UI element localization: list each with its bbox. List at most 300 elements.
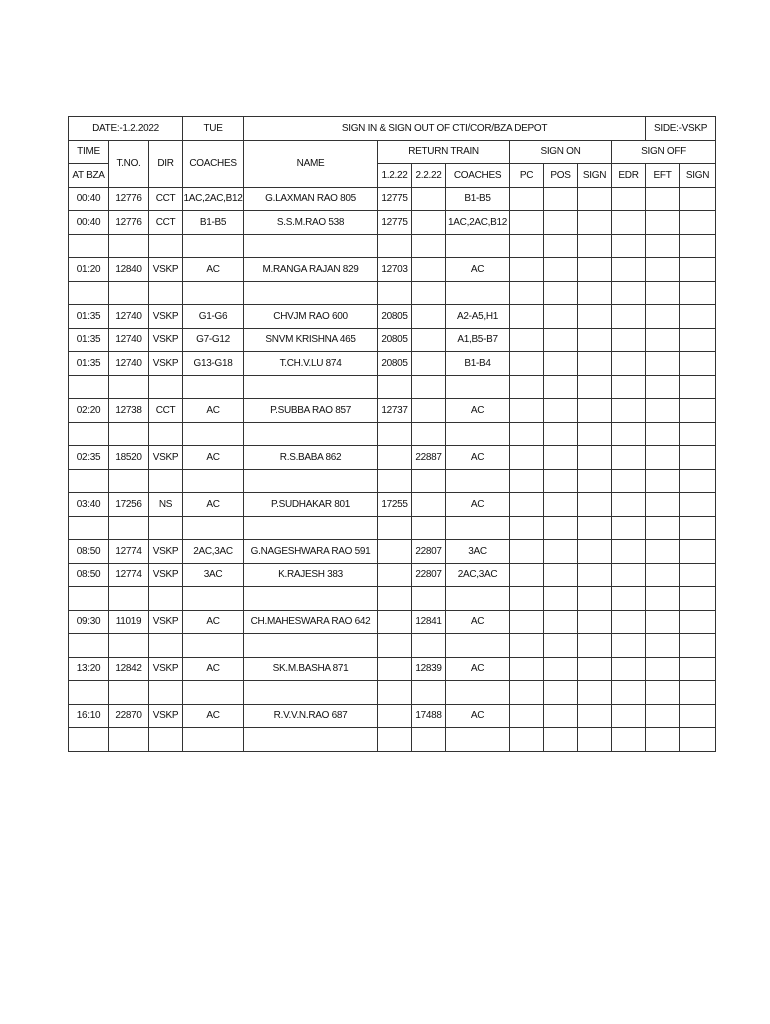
sign-on-sign-cell bbox=[578, 540, 612, 564]
col-tno: T.NO. bbox=[109, 140, 149, 187]
time-cell: 01:35 bbox=[69, 305, 109, 329]
sign-off-sign-cell bbox=[680, 399, 716, 423]
pos-cell bbox=[544, 352, 578, 376]
return-1-2-22-cell bbox=[378, 587, 412, 611]
table-row bbox=[69, 352, 716, 376]
sign-on-sign-cell bbox=[578, 258, 612, 282]
train-no-cell: 12740 bbox=[109, 328, 149, 352]
dir-cell bbox=[149, 681, 183, 705]
name-cell: SK.M.BASHA 871 bbox=[244, 657, 378, 681]
sign-off-sign-cell bbox=[680, 563, 716, 587]
return-1-2-22-cell bbox=[378, 375, 412, 399]
sign-off-sign-cell bbox=[680, 493, 716, 517]
name-cell: CHVJM RAO 600 bbox=[244, 305, 378, 329]
date-cell: DATE:-1.2.2022 bbox=[69, 117, 183, 141]
edr-cell bbox=[612, 610, 646, 634]
sign-off-sign-cell bbox=[680, 422, 716, 446]
coaches-cell: 1AC,2AC,B12 bbox=[183, 187, 244, 211]
edr-cell bbox=[612, 422, 646, 446]
coaches-cell: B1-B5 bbox=[183, 211, 244, 235]
dir-cell: VSKP bbox=[149, 305, 183, 329]
return-2-2-22-cell: 17488 bbox=[412, 704, 446, 728]
sign-off-sign-cell bbox=[680, 469, 716, 493]
return-1-2-22-cell: 20805 bbox=[378, 352, 412, 376]
coaches-cell bbox=[183, 469, 244, 493]
return-1-2-22-cell bbox=[378, 516, 412, 540]
return-coaches-cell bbox=[446, 234, 510, 258]
dir-cell bbox=[149, 634, 183, 658]
eft-cell bbox=[646, 375, 680, 399]
col-dir: DIR bbox=[149, 140, 183, 187]
dir-cell: VSKP bbox=[149, 446, 183, 470]
return-2-2-22-cell bbox=[412, 681, 446, 705]
col-ret-coaches: COACHES bbox=[446, 164, 510, 188]
sign-off-sign-cell bbox=[680, 610, 716, 634]
time-cell: 02:35 bbox=[69, 446, 109, 470]
name-cell bbox=[244, 469, 378, 493]
eft-cell bbox=[646, 422, 680, 446]
sign-on-sign-cell bbox=[578, 704, 612, 728]
return-2-2-22-cell bbox=[412, 634, 446, 658]
dir-cell: VSKP bbox=[149, 657, 183, 681]
train-no-cell: 12776 bbox=[109, 187, 149, 211]
table-row bbox=[69, 187, 716, 211]
pc-cell bbox=[510, 375, 544, 399]
coaches-cell: AC bbox=[183, 657, 244, 681]
eft-cell bbox=[646, 305, 680, 329]
sign-on-sign-cell bbox=[578, 422, 612, 446]
time-cell: 13:20 bbox=[69, 657, 109, 681]
return-1-2-22-cell: 12737 bbox=[378, 399, 412, 423]
table-row bbox=[69, 563, 716, 587]
sign-off-sign-cell bbox=[680, 211, 716, 235]
train-no-cell: 17256 bbox=[109, 493, 149, 517]
pos-cell bbox=[544, 187, 578, 211]
pos-cell bbox=[544, 728, 578, 752]
dir-cell bbox=[149, 375, 183, 399]
sign-on-sign-cell bbox=[578, 634, 612, 658]
sign-off-sign-cell bbox=[680, 258, 716, 282]
dir-cell: CCT bbox=[149, 187, 183, 211]
return-1-2-22-cell: 12775 bbox=[378, 211, 412, 235]
time-cell bbox=[69, 634, 109, 658]
return-coaches-cell: A1,B5-B7 bbox=[446, 328, 510, 352]
name-cell bbox=[244, 375, 378, 399]
col-eft: EFT bbox=[646, 164, 680, 188]
sign-off-sign-cell bbox=[680, 305, 716, 329]
coaches-cell: G13-G18 bbox=[183, 352, 244, 376]
edr-cell bbox=[612, 704, 646, 728]
coaches-cell bbox=[183, 634, 244, 658]
eft-cell bbox=[646, 610, 680, 634]
pos-cell bbox=[544, 258, 578, 282]
return-2-2-22-cell bbox=[412, 493, 446, 517]
sign-off-sign-cell bbox=[680, 234, 716, 258]
table-row bbox=[69, 234, 716, 258]
sign-on-sign-cell bbox=[578, 516, 612, 540]
dir-cell bbox=[149, 422, 183, 446]
name-cell bbox=[244, 728, 378, 752]
dir-cell: VSKP bbox=[149, 610, 183, 634]
sign-on-sign-cell bbox=[578, 587, 612, 611]
sign-on-sign-cell bbox=[578, 469, 612, 493]
table-row bbox=[69, 375, 716, 399]
edr-cell bbox=[612, 587, 646, 611]
name-cell bbox=[244, 422, 378, 446]
edr-cell bbox=[612, 681, 646, 705]
col-ret-date1: 1.2.22 bbox=[378, 164, 412, 188]
side-cell: SIDE:-VSKP bbox=[646, 117, 716, 141]
pos-cell bbox=[544, 375, 578, 399]
pos-cell bbox=[544, 328, 578, 352]
pos-cell bbox=[544, 446, 578, 470]
sign-on-sign-cell bbox=[578, 446, 612, 470]
roster-table bbox=[68, 116, 716, 752]
return-2-2-22-cell bbox=[412, 281, 446, 305]
coaches-cell bbox=[183, 516, 244, 540]
name-cell: P.SUBBA RAO 857 bbox=[244, 399, 378, 423]
time-cell bbox=[69, 375, 109, 399]
edr-cell bbox=[612, 657, 646, 681]
time-cell: 16:10 bbox=[69, 704, 109, 728]
coaches-cell bbox=[183, 587, 244, 611]
train-no-cell bbox=[109, 234, 149, 258]
name-cell bbox=[244, 234, 378, 258]
eft-cell bbox=[646, 469, 680, 493]
col-coaches: COACHES bbox=[183, 140, 244, 187]
pc-cell bbox=[510, 305, 544, 329]
return-2-2-22-cell bbox=[412, 352, 446, 376]
return-1-2-22-cell bbox=[378, 657, 412, 681]
sign-off-sign-cell bbox=[680, 634, 716, 658]
return-2-2-22-cell bbox=[412, 469, 446, 493]
sign-off-sign-cell bbox=[680, 328, 716, 352]
edr-cell bbox=[612, 211, 646, 235]
coaches-cell: AC bbox=[183, 704, 244, 728]
sign-off-sign-cell bbox=[680, 587, 716, 611]
sign-off-sign-cell bbox=[680, 516, 716, 540]
dir-cell: VSKP bbox=[149, 352, 183, 376]
time-cell: 00:40 bbox=[69, 187, 109, 211]
sign-on-sign-cell bbox=[578, 328, 612, 352]
col-sign-off: SIGN OFF bbox=[612, 140, 716, 164]
time-cell bbox=[69, 587, 109, 611]
header-row-1 bbox=[69, 140, 716, 164]
pos-cell bbox=[544, 540, 578, 564]
pc-cell bbox=[510, 634, 544, 658]
table-row bbox=[69, 704, 716, 728]
return-1-2-22-cell bbox=[378, 469, 412, 493]
name-cell: R.V.V.N.RAO 687 bbox=[244, 704, 378, 728]
sign-on-sign-cell bbox=[578, 681, 612, 705]
table-row bbox=[69, 211, 716, 235]
table-row bbox=[69, 728, 716, 752]
return-1-2-22-cell bbox=[378, 704, 412, 728]
sign-on-sign-cell bbox=[578, 375, 612, 399]
coaches-cell: AC bbox=[183, 446, 244, 470]
name-cell: T.CH.V.LU 874 bbox=[244, 352, 378, 376]
eft-cell bbox=[646, 234, 680, 258]
return-coaches-cell bbox=[446, 422, 510, 446]
name-cell: CH.MAHESWARA RAO 642 bbox=[244, 610, 378, 634]
edr-cell bbox=[612, 328, 646, 352]
pc-cell bbox=[510, 469, 544, 493]
return-2-2-22-cell bbox=[412, 211, 446, 235]
train-no-cell bbox=[109, 469, 149, 493]
train-no-cell: 12840 bbox=[109, 258, 149, 282]
pc-cell bbox=[510, 258, 544, 282]
edr-cell bbox=[612, 563, 646, 587]
return-1-2-22-cell: 12703 bbox=[378, 258, 412, 282]
eft-cell bbox=[646, 563, 680, 587]
eft-cell bbox=[646, 516, 680, 540]
edr-cell bbox=[612, 493, 646, 517]
return-coaches-cell bbox=[446, 469, 510, 493]
coaches-cell: AC bbox=[183, 493, 244, 517]
edr-cell bbox=[612, 516, 646, 540]
col-edr: EDR bbox=[612, 164, 646, 188]
table-row bbox=[69, 305, 716, 329]
edr-cell bbox=[612, 399, 646, 423]
return-1-2-22-cell bbox=[378, 610, 412, 634]
eft-cell bbox=[646, 704, 680, 728]
dir-cell: VSKP bbox=[149, 563, 183, 587]
return-coaches-cell: AC bbox=[446, 399, 510, 423]
col-sign-on-sign: SIGN bbox=[578, 164, 612, 188]
return-coaches-cell: AC bbox=[446, 657, 510, 681]
table-row bbox=[69, 399, 716, 423]
sign-on-sign-cell bbox=[578, 657, 612, 681]
train-no-cell: 12776 bbox=[109, 211, 149, 235]
sign-off-sign-cell bbox=[680, 704, 716, 728]
coaches-cell bbox=[183, 234, 244, 258]
table-row bbox=[69, 540, 716, 564]
sign-off-sign-cell bbox=[680, 540, 716, 564]
pc-cell bbox=[510, 657, 544, 681]
pos-cell bbox=[544, 610, 578, 634]
return-2-2-22-cell bbox=[412, 399, 446, 423]
time-cell: 03:40 bbox=[69, 493, 109, 517]
pos-cell bbox=[544, 681, 578, 705]
pc-cell bbox=[510, 681, 544, 705]
return-coaches-cell bbox=[446, 516, 510, 540]
eft-cell bbox=[646, 281, 680, 305]
edr-cell bbox=[612, 469, 646, 493]
eft-cell bbox=[646, 352, 680, 376]
edr-cell bbox=[612, 375, 646, 399]
eft-cell bbox=[646, 540, 680, 564]
table-row bbox=[69, 469, 716, 493]
coaches-cell: G1-G6 bbox=[183, 305, 244, 329]
sign-off-sign-cell bbox=[680, 281, 716, 305]
pc-cell bbox=[510, 281, 544, 305]
col-time: TIME bbox=[69, 140, 109, 164]
train-no-cell: 12738 bbox=[109, 399, 149, 423]
table-row bbox=[69, 258, 716, 282]
return-coaches-cell: AC bbox=[446, 704, 510, 728]
return-coaches-cell: 2AC,3AC bbox=[446, 563, 510, 587]
time-cell bbox=[69, 422, 109, 446]
return-1-2-22-cell bbox=[378, 234, 412, 258]
name-cell: P.SUDHAKAR 801 bbox=[244, 493, 378, 517]
name-cell bbox=[244, 516, 378, 540]
col-sign-off-sign: SIGN bbox=[680, 164, 716, 188]
pc-cell bbox=[510, 540, 544, 564]
col-sign-on: SIGN ON bbox=[510, 140, 612, 164]
time-cell: 00:40 bbox=[69, 211, 109, 235]
return-1-2-22-cell bbox=[378, 281, 412, 305]
sign-off-sign-cell bbox=[680, 657, 716, 681]
time-cell bbox=[69, 281, 109, 305]
return-coaches-cell: AC bbox=[446, 610, 510, 634]
time-cell: 02:20 bbox=[69, 399, 109, 423]
pos-cell bbox=[544, 563, 578, 587]
name-cell bbox=[244, 281, 378, 305]
pc-cell bbox=[510, 234, 544, 258]
pos-cell bbox=[544, 469, 578, 493]
return-coaches-cell bbox=[446, 681, 510, 705]
train-no-cell: 12774 bbox=[109, 540, 149, 564]
name-cell bbox=[244, 587, 378, 611]
dir-cell: NS bbox=[149, 493, 183, 517]
coaches-cell: 3AC bbox=[183, 563, 244, 587]
return-coaches-cell: AC bbox=[446, 446, 510, 470]
sign-on-sign-cell bbox=[578, 563, 612, 587]
train-no-cell bbox=[109, 281, 149, 305]
time-cell: 09:30 bbox=[69, 610, 109, 634]
pos-cell bbox=[544, 493, 578, 517]
pc-cell bbox=[510, 352, 544, 376]
col-pc: PC bbox=[510, 164, 544, 188]
return-1-2-22-cell: 17255 bbox=[378, 493, 412, 517]
return-coaches-cell: A2-A5,H1 bbox=[446, 305, 510, 329]
sign-on-sign-cell bbox=[578, 399, 612, 423]
pc-cell bbox=[510, 187, 544, 211]
pos-cell bbox=[544, 234, 578, 258]
table-row bbox=[69, 516, 716, 540]
sign-on-sign-cell bbox=[578, 493, 612, 517]
pc-cell bbox=[510, 704, 544, 728]
table-row bbox=[69, 657, 716, 681]
table-row bbox=[69, 681, 716, 705]
sign-on-sign-cell bbox=[578, 234, 612, 258]
pc-cell bbox=[510, 516, 544, 540]
table-row bbox=[69, 446, 716, 470]
eft-cell bbox=[646, 634, 680, 658]
name-cell: SNVM KRISHNA 465 bbox=[244, 328, 378, 352]
sign-off-sign-cell bbox=[680, 728, 716, 752]
return-1-2-22-cell bbox=[378, 540, 412, 564]
return-2-2-22-cell bbox=[412, 328, 446, 352]
time-cell bbox=[69, 681, 109, 705]
edr-cell bbox=[612, 446, 646, 470]
pc-cell bbox=[510, 328, 544, 352]
return-1-2-22-cell bbox=[378, 681, 412, 705]
return-2-2-22-cell bbox=[412, 258, 446, 282]
col-ret-date2: 2.2.22 bbox=[412, 164, 446, 188]
col-pos: POS bbox=[544, 164, 578, 188]
dir-cell bbox=[149, 281, 183, 305]
pc-cell bbox=[510, 493, 544, 517]
dir-cell bbox=[149, 516, 183, 540]
eft-cell bbox=[646, 728, 680, 752]
return-2-2-22-cell: 12839 bbox=[412, 657, 446, 681]
coaches-cell: 2AC,3AC bbox=[183, 540, 244, 564]
train-no-cell bbox=[109, 516, 149, 540]
eft-cell bbox=[646, 328, 680, 352]
day-cell: TUE bbox=[183, 117, 244, 141]
table-row bbox=[69, 493, 716, 517]
return-coaches-cell: B1-B4 bbox=[446, 352, 510, 376]
sign-on-sign-cell bbox=[578, 352, 612, 376]
edr-cell bbox=[612, 281, 646, 305]
edr-cell bbox=[612, 540, 646, 564]
sign-off-sign-cell bbox=[680, 352, 716, 376]
return-coaches-cell bbox=[446, 281, 510, 305]
col-return-train: RETURN TRAIN bbox=[378, 140, 510, 164]
return-2-2-22-cell bbox=[412, 305, 446, 329]
sign-off-sign-cell bbox=[680, 375, 716, 399]
coaches-cell: AC bbox=[183, 399, 244, 423]
return-coaches-cell bbox=[446, 375, 510, 399]
train-no-cell bbox=[109, 681, 149, 705]
eft-cell bbox=[646, 681, 680, 705]
return-2-2-22-cell bbox=[412, 516, 446, 540]
eft-cell bbox=[646, 493, 680, 517]
pc-cell bbox=[510, 587, 544, 611]
return-2-2-22-cell bbox=[412, 234, 446, 258]
pc-cell bbox=[510, 563, 544, 587]
edr-cell bbox=[612, 258, 646, 282]
name-cell: G.LAXMAN RAO 805 bbox=[244, 187, 378, 211]
sheet-title: SIGN IN & SIGN OUT OF CTI/COR/BZA DEPOT bbox=[244, 117, 646, 141]
pos-cell bbox=[544, 516, 578, 540]
col-name: NAME bbox=[244, 140, 378, 187]
name-cell: G.NAGESHWARA RAO 591 bbox=[244, 540, 378, 564]
eft-cell bbox=[646, 657, 680, 681]
col-at-bza: AT BZA bbox=[69, 164, 109, 188]
return-coaches-cell: AC bbox=[446, 493, 510, 517]
coaches-cell bbox=[183, 728, 244, 752]
pos-cell bbox=[544, 657, 578, 681]
eft-cell bbox=[646, 587, 680, 611]
time-cell: 01:20 bbox=[69, 258, 109, 282]
time-cell bbox=[69, 234, 109, 258]
coaches-cell: G7-G12 bbox=[183, 328, 244, 352]
train-no-cell bbox=[109, 587, 149, 611]
table-row bbox=[69, 634, 716, 658]
sign-on-sign-cell bbox=[578, 187, 612, 211]
return-1-2-22-cell: 20805 bbox=[378, 328, 412, 352]
pos-cell bbox=[544, 587, 578, 611]
return-coaches-cell: 1AC,2AC,B12 bbox=[446, 211, 510, 235]
return-1-2-22-cell bbox=[378, 634, 412, 658]
train-no-cell bbox=[109, 728, 149, 752]
pos-cell bbox=[544, 704, 578, 728]
table-row bbox=[69, 422, 716, 446]
return-coaches-cell: 3AC bbox=[446, 540, 510, 564]
coaches-cell bbox=[183, 281, 244, 305]
return-1-2-22-cell bbox=[378, 563, 412, 587]
return-coaches-cell bbox=[446, 587, 510, 611]
return-coaches-cell: AC bbox=[446, 258, 510, 282]
name-cell bbox=[244, 681, 378, 705]
table-row bbox=[69, 610, 716, 634]
return-1-2-22-cell bbox=[378, 422, 412, 446]
return-coaches-cell bbox=[446, 634, 510, 658]
name-cell: R.S.BABA 862 bbox=[244, 446, 378, 470]
return-2-2-22-cell bbox=[412, 375, 446, 399]
